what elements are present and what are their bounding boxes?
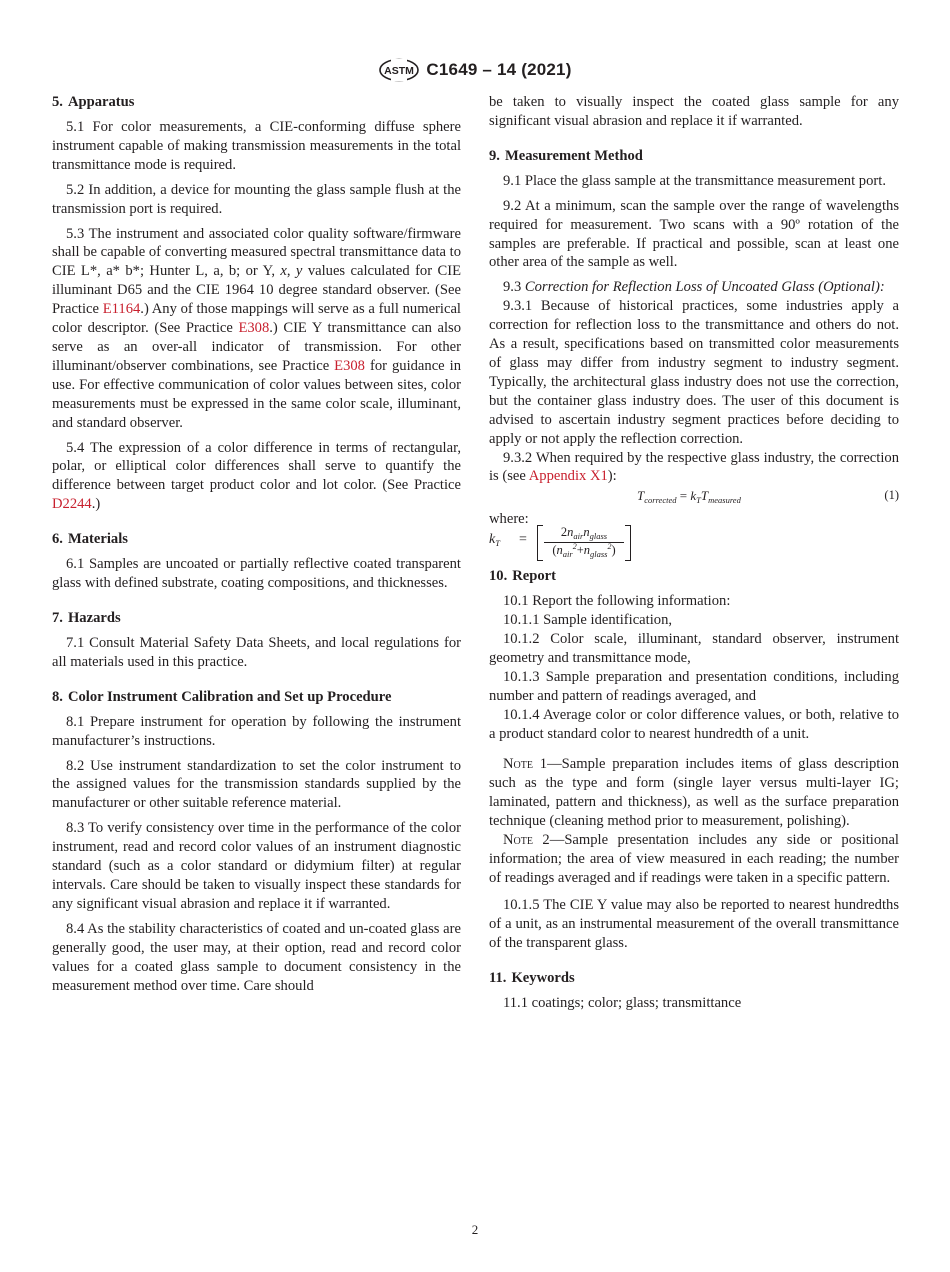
kt-symbol: $k_T$ — [489, 532, 500, 549]
kt-definition — [489, 525, 899, 567]
section-11-heading: 11. Keywords — [489, 969, 575, 986]
page-number: 2 — [471, 1222, 479, 1237]
paragraph-10-1-5: 10.1.5 The CIE Y value may also be reported to nearest hundredths of a unit, as an instrumental measurement of the overall transmittance of the transparent glass. — [489, 896, 899, 951]
paragraph-11-1: 11.1 coatings; color; glass; transmittance — [503, 994, 742, 1011]
paragraph-9-3-2: 9.3.2 When required by the respective glass industry, the correction is (see Appendix X1): — [489, 449, 899, 485]
paragraph-10-1-4: 10.1.4 Average color or color difference values, or both, relative to a product standard color to nearest hundredth of a unit. — [489, 706, 899, 742]
paragraph-5-4: 5.4 The expression of a color difference in terms of rectangular, polar, or elliptical color differences shall serve to quantify the difference between target product color and lot color. (See Practice D2244.) — [52, 439, 461, 513]
ref-link-d2244[interactable]: D2244 — [52, 496, 92, 513]
paragraph-8-1: 8.1 Prepare instrument for operation by following the instrument manufacturer’s instructions. — [52, 713, 461, 749]
paragraph-9-3-1: 9.3.1 Because of historical practices, some industries apply a correction for reflection loss to the transmittance and others do not. As a result, specifications based on transmitted color measurements of glass may differ from industry segment to industry segment. Typically, the architectural glass industry does not use the correction, but the container glass industry does. The user of this document is advised to ascertain industry segment practices before deciding to apply or not apply the reflection correction. — [489, 298, 899, 447]
note-2: Note 2—Sample presentation includes any side or positional information; the area of view measured in each reading; the number of readings averaged and if readings were taken in a specific pattern. — [489, 832, 899, 886]
ref-link-appendix-x1[interactable]: Appendix X1 — [528, 468, 608, 485]
ref-link-e308[interactable]: E308 — [238, 320, 270, 337]
standard-designation: C1649 – 14 (2021) — [426, 60, 572, 79]
paragraph-9-3: 9.3 Correction for Reflection Loss of Uncoated Glass (Optional): — [503, 279, 885, 296]
section-7-heading: 7. Hazards — [52, 609, 121, 626]
paragraph-9-2: 9.2 At a minimum, scan the sample over the range of wavelengths required for measurement. Two scans with a 90º rotation of the samples are preferable. If practical and possible, scan at least one other area of the sample as well. — [489, 197, 899, 271]
paragraph-9-1: 9.1 Place the glass sample at the transmittance measurement port. — [503, 172, 886, 189]
where-label: where: — [489, 511, 529, 528]
equation-1-formula: $T_{corrected} = k_TT_{measured}$ — [637, 488, 741, 506]
kt-bracket-expression — [537, 525, 631, 561]
paragraph-5-2: 5.2 In addition, a device for mounting the glass sample flush at the transmission port is required. — [52, 181, 461, 217]
paragraph-7-1: 7.1 Consult Material Safety Data Sheets, and local regulations for all materials used in this practice. — [52, 634, 461, 670]
paragraph-6-1: 6.1 Samples are uncoated or partially reflective coated transparent glass with defined substrate, coating compositions, and thicknesses. — [52, 556, 461, 592]
paragraph-5-3: 5.3 The instrument and associated color quality software/firmware shall be capable of converting measured spectral transmittance data to CIE L*, a* b*; Hunter L, a, b; or Y, x, y values calculated for CIE illuminant D65 and the CIE 1964 10 degree standard observer. (See Practice E1164.) Any of those mappings will serve as a full numerical color descriptor. (See Practice E308.) CIE Y transmittance can also serve as an over-all indicator of transmission. For other illuminant/observer combinations, see Practice E308 for guidance in use. For effective communication of color values between sites, color measurements must be expressed in the same color scale, illuminant, and standard observer. — [52, 225, 461, 431]
equation-1-number: (1) — [884, 488, 899, 503]
section-6-heading: 6. Materials — [52, 531, 128, 548]
page-header — [0, 58, 950, 82]
paragraph-10-1-1: 10.1.1 Sample identification, — [503, 612, 673, 629]
svg-text:ASTM: ASTM — [384, 65, 415, 77]
paragraph-8-3: 8.3 To verify consistency over time in the performance of the color instrument, read and record color values of an instrument diagnostic standard (such as a color standard or didymium filter) at regular intervals. Care should be taken to visually inspect these standards for any significant visual abrasion and replace it if warranted. — [52, 820, 461, 912]
paragraph-10-1: 10.1 Report the following information: — [503, 593, 731, 610]
left-column — [52, 93, 461, 1001]
note-1: Note 1—Sample preparation includes items of glass description such as the type and form (single layer versus multi-layer IG; laminated, pattern and thickness), as well as the surface preparation technique (cleaning method prior to measurement, polishing). — [489, 756, 899, 830]
paragraph-10-1-2: 10.1.2 Color scale, illuminant, standard observer, instrument geometry and transmittance mode, — [489, 631, 899, 666]
paragraph-5-1: 5.1 For color measurements, a CIE-conforming diffuse sphere instrument capable of making transmission measurements in the total transmittance mode is required. — [52, 119, 461, 173]
paragraph-8-4-continued: be taken to visually inspect the coated glass sample for any significant visual abrasion and replace it if warranted. — [489, 94, 899, 129]
section-8-heading: 8. Color Instrument Calibration and Set up Procedure — [52, 688, 392, 705]
section-10-heading: 10. Report — [489, 568, 557, 585]
right-column — [489, 93, 899, 1018]
astm-logo-icon — [378, 58, 420, 82]
ref-link-e1164[interactable]: E1164 — [102, 301, 141, 318]
ref-link-e308-2[interactable]: E308 — [334, 357, 365, 374]
equation-1 — [489, 486, 899, 510]
section-5-heading: 5. Apparatus — [52, 94, 135, 110]
kt-equals: = — [519, 532, 527, 548]
paragraph-8-2: 8.2 Use instrument standardization to set the color instrument to the assigned values for the transmission standards supplied by the manufacturer or other suitable reference material. — [52, 757, 461, 812]
paragraph-8-4: 8.4 As the stability characteristics of coated and un-coated glass are generally good, the user may, at their option, read and record color values for a coated glass sample to document consistency in the measurement method over time. Care should — [52, 920, 461, 994]
section-9-heading: 9. Measurement Method — [489, 147, 643, 164]
kt-numerator: $2n_{air}n_{glass}$ — [560, 525, 608, 542]
paragraph-10-1-3: 10.1.3 Sample preparation and presentation conditions, including number and pattern of readings averaged, and — [489, 668, 899, 704]
kt-denominator: $(n_{air}^2+n_{glass}^2)$ — [552, 542, 616, 560]
